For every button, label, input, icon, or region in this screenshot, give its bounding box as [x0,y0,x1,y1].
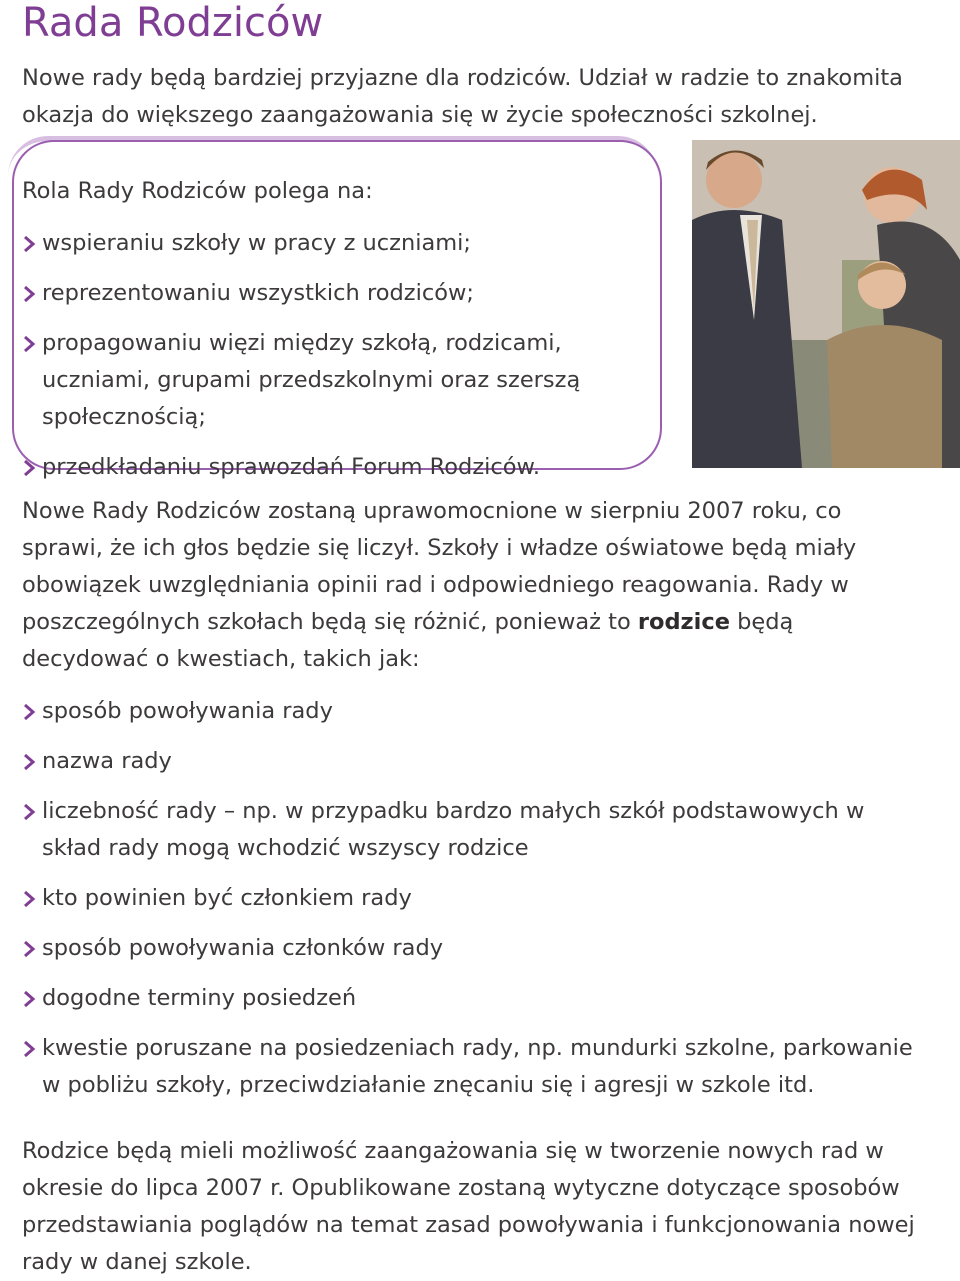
family-photo [692,140,960,468]
family-photo-illustration [692,140,960,468]
topics-list [22,693,922,1117]
list-item [22,743,922,780]
intro-paragraph: Nowe rady będą bardziej przyjazne dla rodziców. Udział w radzie to znakomita okazja do większego zaangażowania się w życie społeczności szkolnej. [22,65,903,128]
list-item [22,275,662,312]
list-item-text: reprezentowaniu wszystkich rodziców; [42,280,474,306]
list-item [22,693,922,730]
chevron-right-icon [22,459,36,477]
list-item-text: liczebność rady – np. w przypadku bardzo małych szkół podstawowych w skład rady mogą wchodzić wszyscy rodzice [42,798,865,861]
body-paragraph-2: Rodzice będą mieli możliwość zaangażowania się w tworzenie nowych rad w okresie do lipca 2007 r. Opublikowane zostaną wytyczne dotyczące sposobów przedstawiania poglądów na temat zasad powoływania i funkcjonowania nowej rady w danej szkole. [22,1138,915,1275]
para1-text-after: będą decydować o kwestiach, takich jak: [22,609,794,672]
chevron-right-icon [22,285,36,303]
para1-text-before: Nowe Rady Rodziców zostaną uprawomocnione w sierpniu 2007 roku, co sprawi, że ich głos będzie się liczył. Szkoły i władze oświatowe będą miały obowiązek uwzględniania opinii rad i odpowiedniego reagowania. Rady w poszczególnych szkołach będą się różnić, ponieważ to [22,498,857,635]
list-item-text: sposób powoływania członków rady [42,935,444,961]
list-item-text: sposób powoływania rady [42,698,333,724]
list-item [22,449,662,486]
role-list [22,225,662,499]
list-item [22,1030,922,1104]
chevron-right-icon [22,803,36,821]
list-item-text: przedkładaniu sprawozdań Forum Rodziców. [42,454,541,480]
chevron-right-icon [22,1040,36,1058]
chevron-right-icon [22,890,36,908]
list-item-text: propagowaniu więzi między szkołą, rodzicami, uczniami, grupami przedszkolnymi oraz szerszą społecznością; [42,330,581,430]
chevron-right-icon [22,753,36,771]
chevron-right-icon [22,940,36,958]
chevron-right-icon [22,703,36,721]
list-item [22,225,662,262]
chevron-right-icon [22,235,36,253]
para1-bold: rodzice [637,609,730,635]
list-item [22,930,922,967]
list-item [22,793,922,867]
body-paragraph-1 [22,493,922,678]
list-item-text: dogodne terminy posiedzeń [42,985,357,1011]
role-box-lead: Rola Rady Rodziców polega na: [22,178,373,204]
list-item-text: kwestie poruszane na posiedzeniach rady, np. mundurki szkolne, parkowanie w pobliżu szkoły, przeciwdziałanie znęcaniu się i agresji w szkole itd. [42,1035,913,1098]
page-title: Rada Rodziców [22,0,324,46]
chevron-right-icon [22,335,36,353]
list-item [22,325,662,436]
list-item-text: kto powinien być członkiem rady [42,885,412,911]
chevron-right-icon [22,990,36,1008]
list-item-text: nazwa rady [42,748,172,774]
list-item-text: wspieraniu szkoły w pracy z uczniami; [42,230,472,256]
list-item [22,880,922,917]
list-item [22,980,922,1017]
